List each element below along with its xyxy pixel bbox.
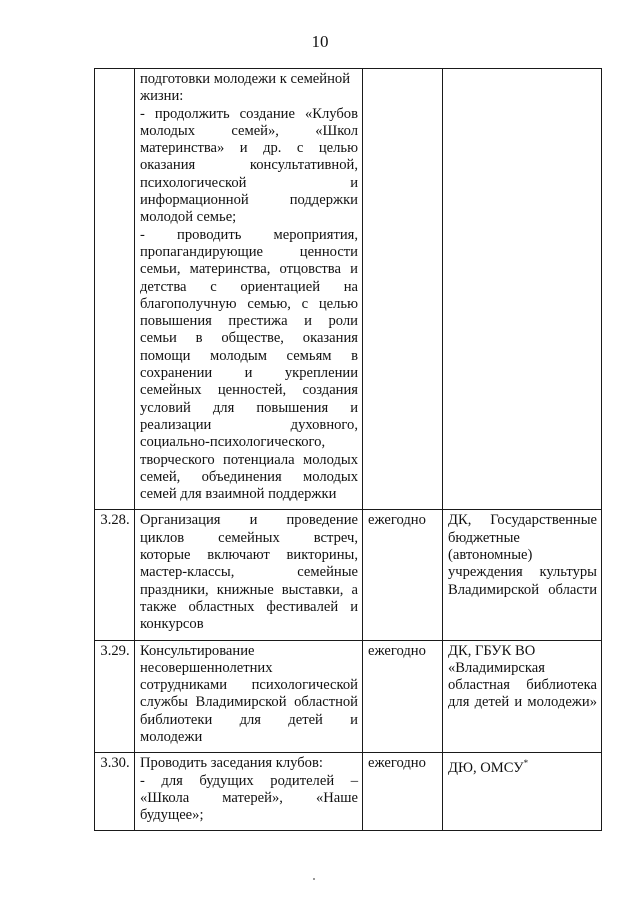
table-row: [95, 69, 602, 510]
text-line: конкурсов: [140, 616, 204, 633]
item-number: 3.29.: [95, 640, 135, 753]
responsible-text: (автономные): [448, 547, 533, 564]
execution-term: [363, 69, 443, 510]
scan-speck: [313, 878, 315, 880]
responsible-text: ДК, Государственные: [448, 512, 597, 529]
item-number: 3.30.: [95, 753, 135, 831]
text-line: Организация и проведение: [140, 512, 358, 529]
text-line: циклов семейных встреч,: [140, 529, 358, 546]
text-line: «Школа матерей», «Наше: [140, 789, 358, 806]
text-line: молодой семье;: [140, 209, 237, 226]
text-line: семей, объединения молодых: [140, 468, 358, 485]
text-line: жизни:: [140, 88, 184, 105]
text-line: мастер-классы, семейные: [140, 564, 358, 581]
text-line: - для будущих родителей –: [140, 772, 358, 789]
text-line: сохранении и укреплении: [140, 365, 358, 382]
text-line: социально-психологического,: [140, 434, 326, 451]
text-line: оказания консультативной,: [140, 157, 358, 174]
text-line: также областных фестивалей и: [140, 598, 358, 615]
item-number: [95, 69, 135, 510]
responsible-line: [448, 530, 597, 547]
responsible-line: [448, 547, 597, 564]
text-line: подготовки молодежи к семейной: [140, 71, 351, 87]
responsible-text: областная библиотека: [448, 677, 597, 694]
responsible-line: [448, 643, 597, 660]
text-line: молодых семей», «Школ: [140, 122, 358, 139]
responsible-text: Владимирской области: [448, 581, 597, 598]
text-line: семей для взаимной поддержки: [140, 486, 337, 503]
responsible-executors: [443, 69, 602, 510]
page-number: 10: [311, 32, 329, 51]
responsible-text: ДК, ГБУК ВО: [448, 642, 536, 659]
text-line: праздники, книжные выставки, а: [140, 581, 358, 598]
text-line: Проводить заседания клубов:: [140, 755, 323, 772]
responsible-text: бюджетные: [448, 529, 520, 546]
table-row: [95, 753, 602, 831]
text-line: службы Владимирской областной: [140, 694, 358, 711]
text-line: психологической и: [140, 174, 358, 191]
text-line: детства с ориентацией на: [140, 278, 358, 295]
measures-table-body: [95, 69, 602, 831]
text-line: благополучную семью, с целью: [140, 295, 358, 312]
text-line: условий для повышения и: [140, 399, 358, 416]
responsible-executors: [443, 753, 602, 831]
responsible-line: [448, 564, 597, 581]
text-line: - продолжить создание «Клубов: [140, 105, 358, 122]
text-line: несовершеннолетних: [140, 659, 273, 676]
measure-description: [135, 753, 363, 831]
text-line: творческого потенциала молодых: [140, 451, 358, 468]
responsible-text: для детей и молодежи»: [448, 694, 597, 711]
text-line: молодежи: [140, 728, 203, 745]
text-line: будущее»;: [140, 807, 204, 824]
text-line: семейных ценностей, создания: [140, 382, 358, 399]
text-line: пропагандирующие ценности: [140, 243, 358, 260]
responsible-line: [448, 677, 597, 694]
text-line: помощи молодым семьям в: [140, 347, 358, 364]
text-line: которые включают викторины,: [140, 547, 358, 564]
text-line: семьи, материнства, отцовства и: [140, 261, 358, 278]
text-line: повышения престижа и роли: [140, 313, 358, 330]
execution-term: ежегодно: [363, 640, 443, 753]
table-row: [95, 640, 602, 753]
responsible-line: [448, 694, 597, 711]
responsible-text: учреждения культуры: [448, 564, 597, 581]
responsible-executors: [443, 640, 602, 753]
table-row: [95, 510, 602, 640]
text-line: реализации духовного,: [140, 416, 358, 433]
text-line: сотрудниками психологической: [140, 677, 358, 694]
item-number: 3.28.: [95, 510, 135, 640]
text-line: - проводить мероприятия,: [140, 226, 358, 243]
responsible-text: «Владимирская: [448, 659, 545, 676]
measure-description: [135, 510, 363, 640]
responsible-text: ДЮ, ОМСУ: [448, 760, 524, 777]
responsible-line: [448, 582, 597, 599]
footnote-mark: *: [523, 758, 529, 769]
execution-term: ежегодно: [363, 510, 443, 640]
measures-table: [94, 68, 602, 831]
responsible-executors: [443, 510, 602, 640]
text-line: библиотеки для детей и: [140, 711, 358, 728]
text-line: Консультирование: [140, 642, 255, 659]
measure-description: [135, 69, 363, 510]
responsible-line: [448, 660, 597, 677]
text-line: информационной поддержки: [140, 192, 358, 209]
responsible-line: [448, 512, 597, 529]
text-line: семьи в обществе, оказания: [140, 330, 358, 347]
text-line: материнства» и др. с целью: [140, 140, 358, 157]
responsible-line: [448, 755, 597, 777]
measure-description: [135, 640, 363, 753]
execution-term: ежегодно: [363, 753, 443, 831]
